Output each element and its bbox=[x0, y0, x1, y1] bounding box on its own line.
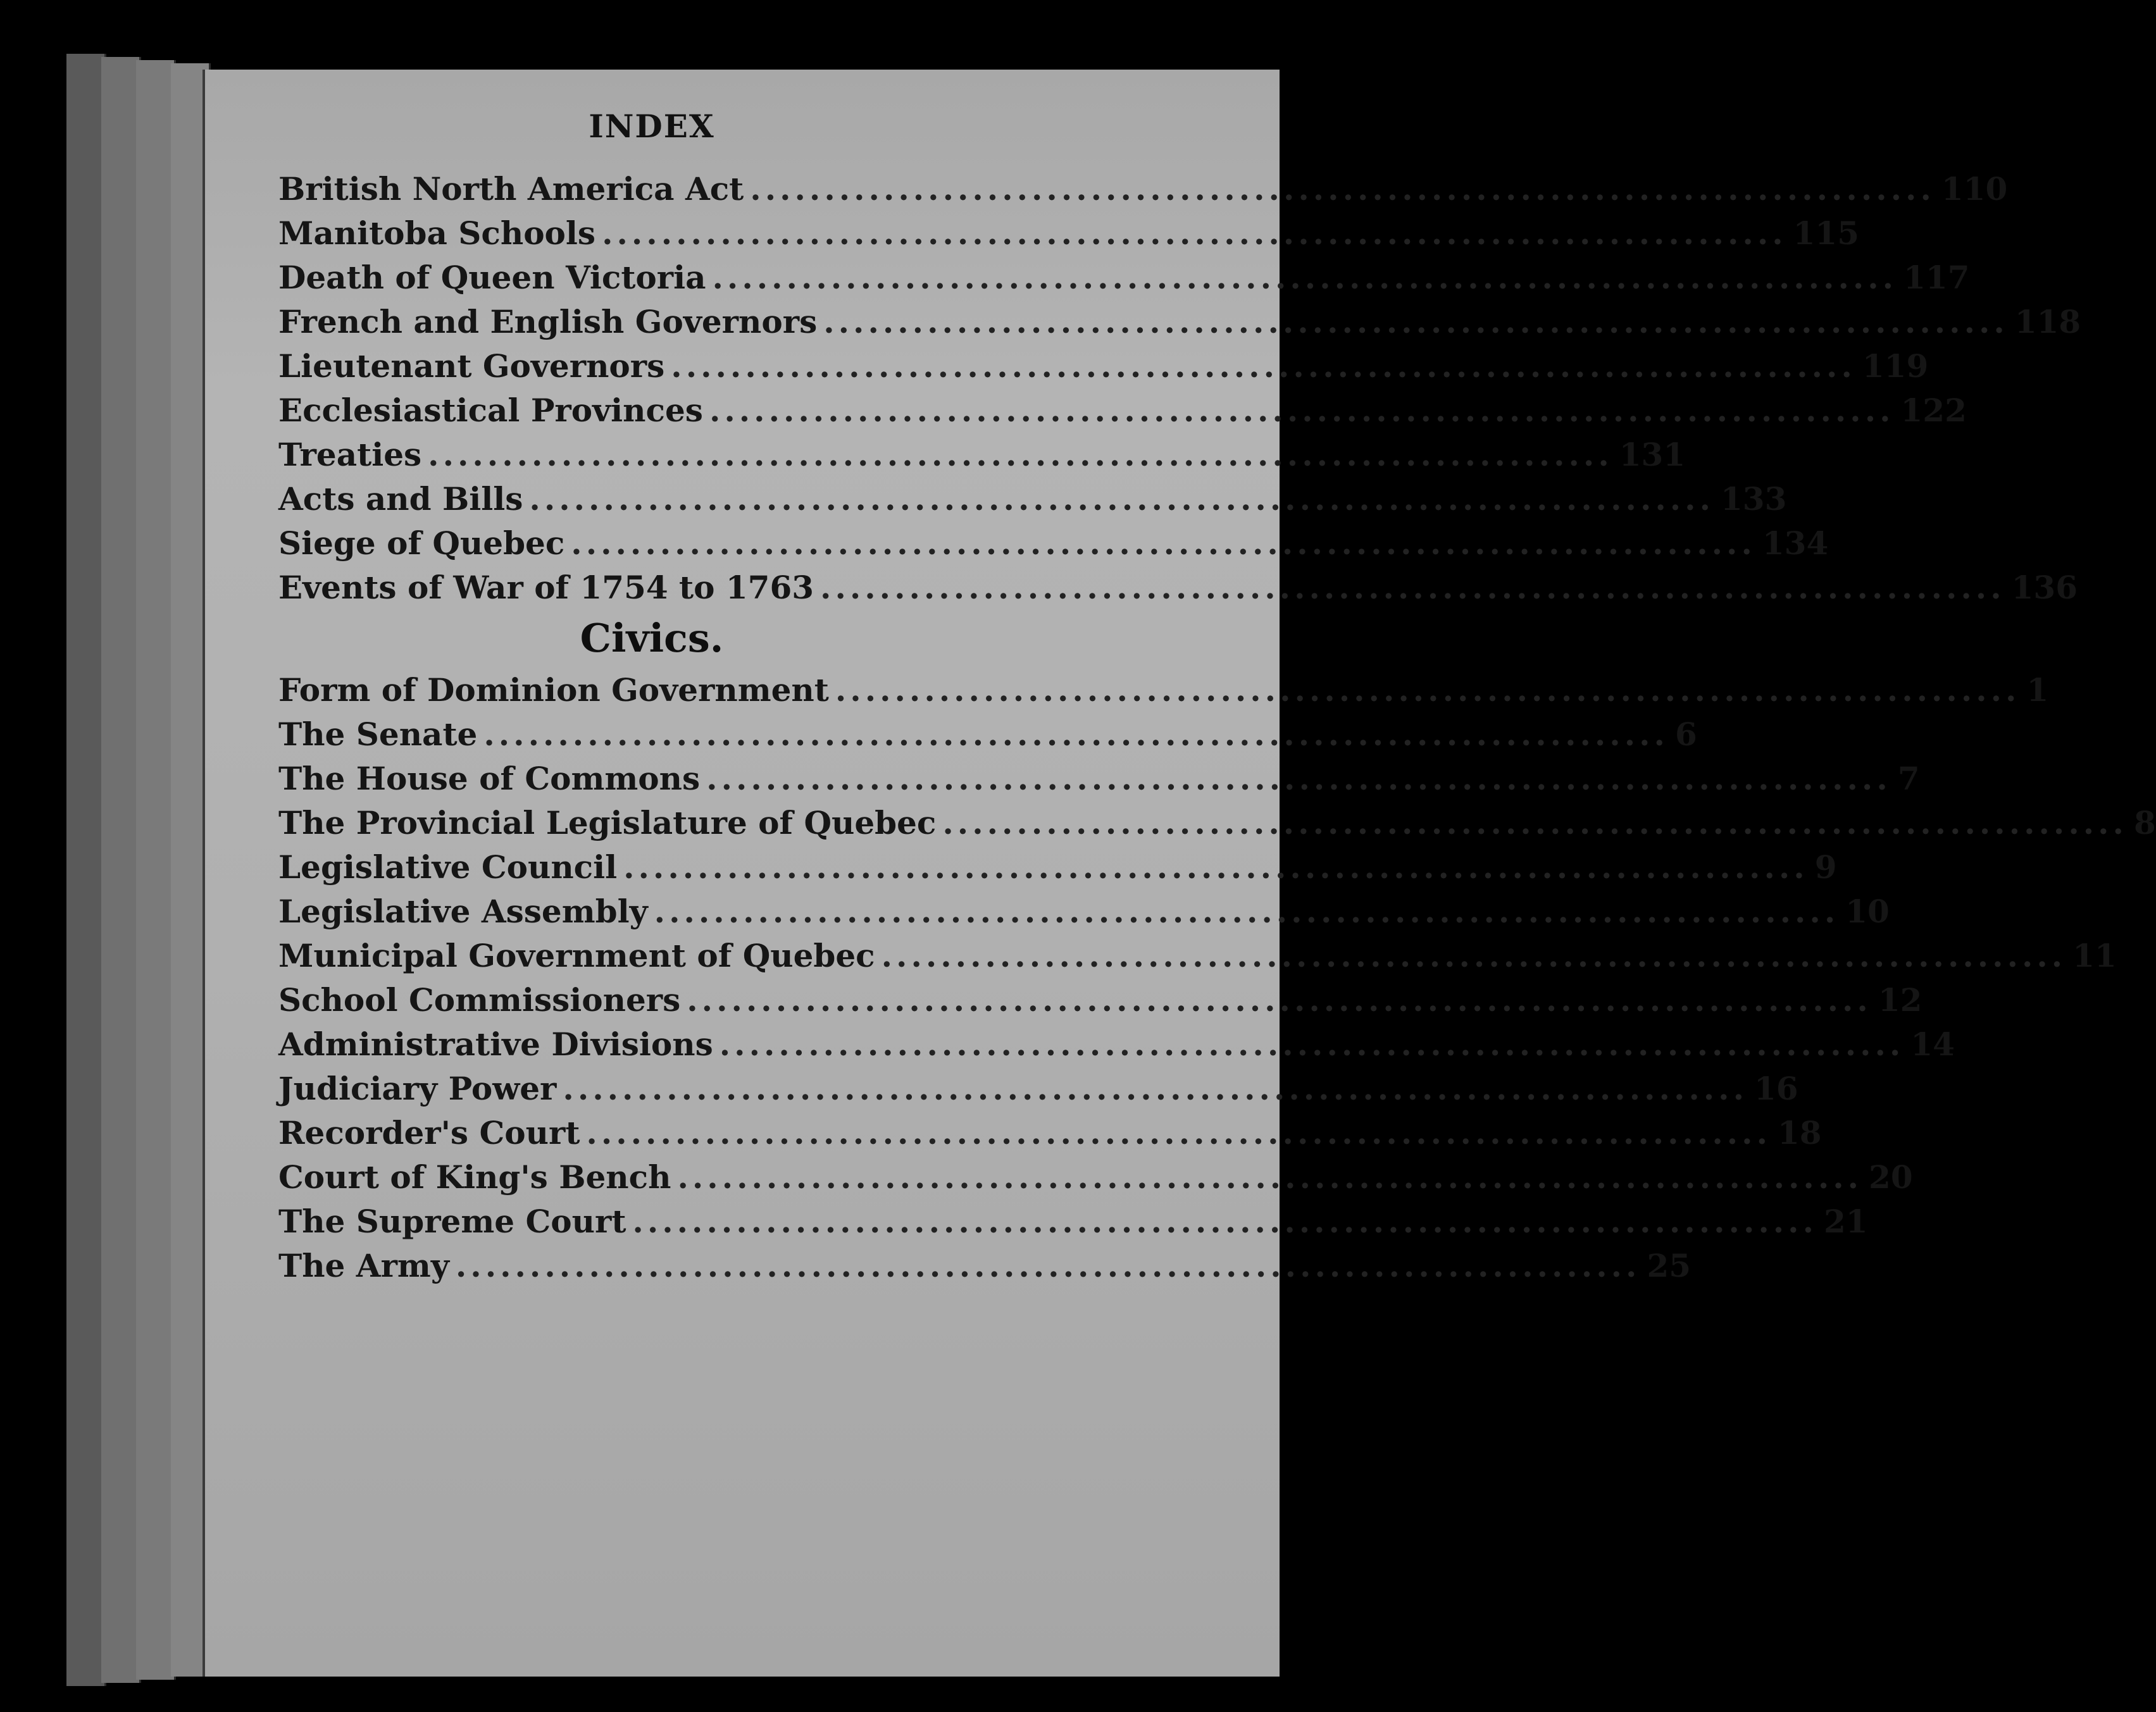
dot-leader: ................................................................................ bbox=[881, 937, 2067, 974]
entry-page-number: 133 bbox=[1720, 480, 1787, 518]
entry-page-number: 117 bbox=[1904, 259, 1970, 296]
index-entry bbox=[278, 848, 1837, 893]
dot-leader: ................................................................................ bbox=[483, 716, 1669, 753]
entry-label: Events of War of 1754 to 1763 bbox=[278, 569, 814, 606]
dot-leader: ................................................................................ bbox=[671, 347, 1856, 385]
civics-list bbox=[278, 671, 2156, 1291]
dot-leader: ................................................................................ bbox=[654, 893, 1840, 930]
index-entry bbox=[278, 347, 1929, 392]
entry-label: British North America Act bbox=[278, 170, 744, 208]
entry-label: Treaties bbox=[278, 436, 422, 473]
entry-page-number: 1 bbox=[2026, 671, 2049, 709]
entry-page-number: 119 bbox=[1862, 347, 1929, 385]
entry-page-number: 115 bbox=[1793, 214, 1860, 252]
entry-page-number: 14 bbox=[1910, 1026, 1955, 1063]
section-heading-civics: Civics. bbox=[580, 615, 724, 661]
dot-leader: ................................................................................ bbox=[709, 392, 1895, 429]
index-entry bbox=[278, 981, 1922, 1026]
entry-page-number: 136 bbox=[2011, 569, 2078, 606]
index-entry bbox=[278, 569, 2078, 613]
entry-label: Death of Queen Victoria bbox=[278, 259, 706, 296]
dot-leader: ................................................................................ bbox=[632, 1203, 1817, 1240]
index-entry bbox=[278, 760, 1920, 804]
index-entry bbox=[278, 480, 1787, 524]
entry-page-number: 9 bbox=[1814, 848, 1837, 886]
index-entry bbox=[278, 893, 1890, 937]
index-entry bbox=[278, 1158, 1913, 1203]
dot-leader: ................................................................................ bbox=[563, 1070, 1748, 1107]
index-entry bbox=[278, 1203, 1868, 1247]
dot-leader: ................................................................................ bbox=[942, 804, 2128, 841]
dot-leader: ................................................................................ bbox=[571, 524, 1756, 562]
entry-page-number: 134 bbox=[1762, 524, 1829, 562]
entry-page-number: 131 bbox=[1619, 436, 1686, 473]
dot-leader: ................................................................................ bbox=[428, 436, 1613, 473]
dot-leader: ................................................................................ bbox=[820, 569, 2005, 606]
entry-label: French and English Governors bbox=[278, 303, 818, 340]
index-entry bbox=[278, 804, 2156, 848]
entry-label: Siege of Quebec bbox=[278, 524, 565, 562]
index-entry bbox=[278, 716, 1697, 760]
index-entry bbox=[278, 214, 1860, 259]
entry-page-number: 6 bbox=[1674, 716, 1697, 753]
dot-leader: ................................................................................ bbox=[712, 259, 1898, 296]
entry-page-number: 21 bbox=[1824, 1203, 1868, 1240]
entry-label: The Provincial Legislature of Quebec bbox=[278, 804, 937, 841]
entry-label: Form of Dominion Government bbox=[278, 671, 829, 709]
dot-leader: ................................................................................ bbox=[719, 1026, 1905, 1063]
entry-label: Ecclesiastical Provinces bbox=[278, 392, 703, 429]
index-entry bbox=[278, 436, 1686, 480]
index-entry bbox=[278, 1026, 1955, 1070]
dot-leader: ................................................................................ bbox=[602, 214, 1787, 252]
entry-page-number: 20 bbox=[1869, 1158, 1913, 1196]
dot-leader: ................................................................................ bbox=[706, 760, 1891, 797]
entry-label: The Supreme Court bbox=[278, 1203, 626, 1240]
entry-label: Municipal Government of Quebec bbox=[278, 937, 875, 974]
entry-label: School Commissioners bbox=[278, 981, 681, 1019]
page-edge bbox=[136, 60, 176, 1680]
dot-leader: ................................................................................ bbox=[586, 1114, 1771, 1151]
page-title: INDEX bbox=[589, 108, 715, 145]
entry-page-number: 110 bbox=[1941, 170, 2008, 208]
dot-leader: ................................................................................ bbox=[687, 981, 1872, 1019]
entry-page-number: 10 bbox=[1845, 893, 1890, 930]
entry-label: Administrative Divisions bbox=[278, 1026, 713, 1063]
entry-page-number: 12 bbox=[1878, 981, 1922, 1019]
dot-leader: ................................................................................ bbox=[455, 1247, 1641, 1284]
index-entry bbox=[278, 937, 2117, 981]
entry-label: Judiciary Power bbox=[278, 1070, 557, 1107]
entry-page-number: 118 bbox=[2014, 303, 2081, 340]
entry-label: Court of King's Bench bbox=[278, 1158, 671, 1196]
entry-label: The Senate bbox=[278, 716, 478, 753]
index-entry bbox=[278, 303, 2081, 347]
entry-label: Manitoba Schools bbox=[278, 214, 596, 252]
entry-page-number: 11 bbox=[2072, 937, 2117, 974]
index-entry bbox=[278, 524, 1829, 569]
index-entry bbox=[278, 1247, 1692, 1291]
index-list bbox=[278, 170, 2081, 613]
index-entry bbox=[278, 1070, 1798, 1114]
entry-label: Lieutenant Governors bbox=[278, 347, 665, 385]
entry-page-number: 16 bbox=[1754, 1070, 1798, 1107]
page-edge bbox=[66, 54, 106, 1686]
entry-page-number: 122 bbox=[1900, 392, 1967, 429]
index-entry bbox=[278, 259, 1970, 303]
index-entry bbox=[278, 392, 1967, 436]
entry-page-number: 8 bbox=[2133, 804, 2156, 841]
entry-label: Acts and Bills bbox=[278, 480, 523, 518]
entry-page-number: 18 bbox=[1778, 1114, 1822, 1151]
index-entry bbox=[278, 1114, 1822, 1158]
dot-leader: ................................................................................ bbox=[750, 170, 1935, 208]
dot-leader: ................................................................................ bbox=[677, 1158, 1863, 1196]
entry-label: The House of Commons bbox=[278, 760, 701, 797]
index-content bbox=[278, 108, 2156, 1291]
entry-page-number: 25 bbox=[1647, 1247, 1692, 1284]
entry-label: Legislative Assembly bbox=[278, 893, 648, 930]
dot-leader: ................................................................................ bbox=[529, 480, 1714, 518]
dot-leader: ................................................................................ bbox=[623, 848, 1809, 886]
index-entry bbox=[278, 170, 2008, 214]
entry-label: The Army bbox=[278, 1247, 449, 1284]
dot-leader: ................................................................................ bbox=[835, 671, 2021, 709]
index-entry bbox=[278, 671, 2049, 716]
entry-page-number: 7 bbox=[1897, 760, 1920, 797]
page-edge bbox=[101, 57, 141, 1683]
entry-label: Legislative Council bbox=[278, 848, 618, 886]
dot-leader: ................................................................................ bbox=[823, 303, 2009, 340]
entry-label: Recorder's Court bbox=[278, 1114, 580, 1151]
